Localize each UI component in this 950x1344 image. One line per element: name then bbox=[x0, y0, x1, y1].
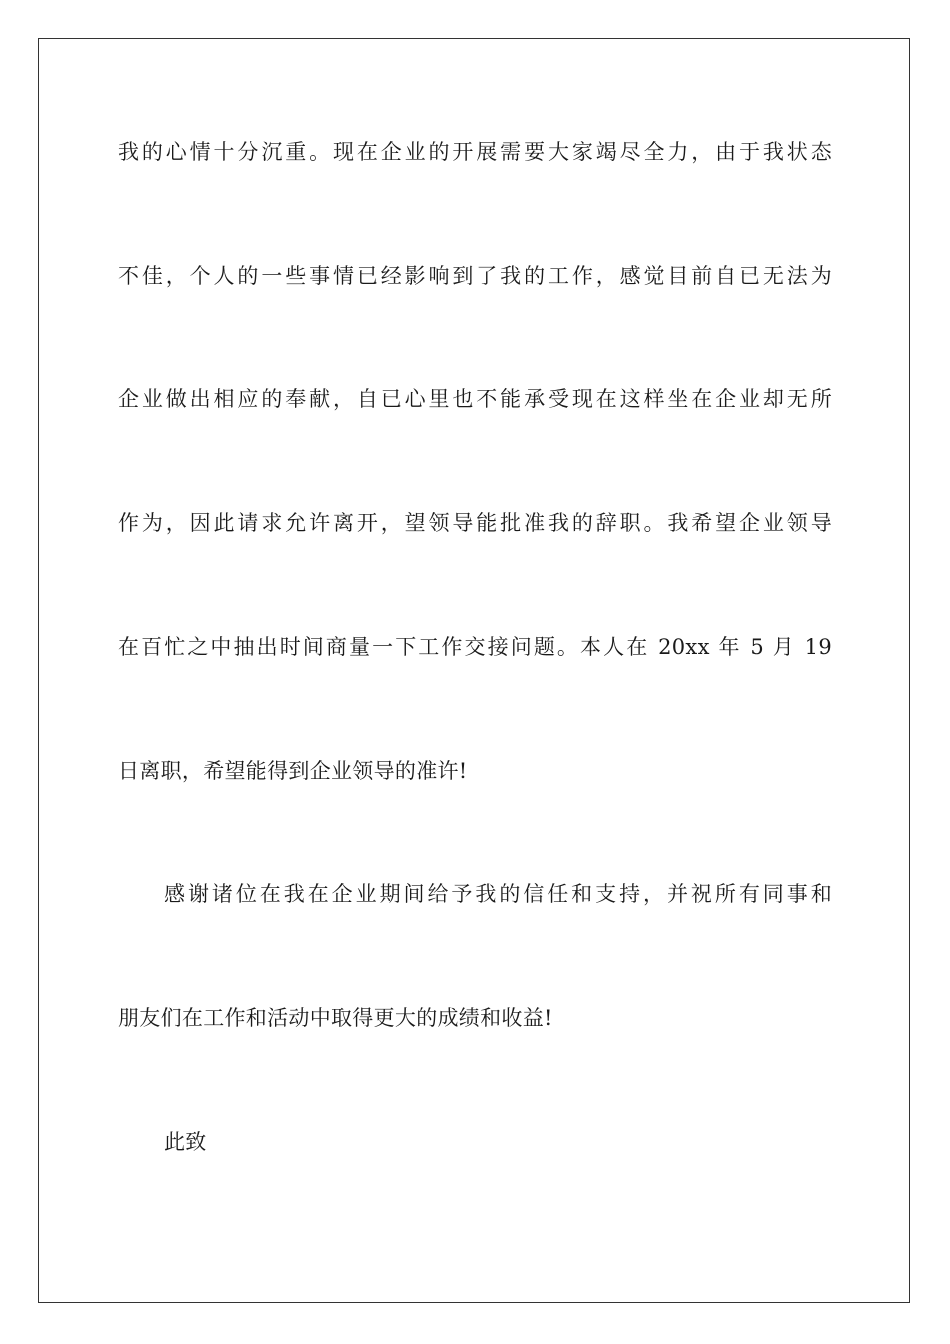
body-line-5: 在百忙之中抽出时间商量一下工作交接问题。本人在 20xx 年 5 月 19 bbox=[118, 635, 832, 659]
body-line-2: 不佳，个人的一些事情已经影响到了我的工作，感觉目前自已无法为 bbox=[118, 264, 832, 288]
body-line-1: 我的心情十分沉重。现在企业的开展需要大家竭尽全力，由于我状态 bbox=[118, 140, 832, 164]
closing-salutation: 此致 bbox=[164, 1130, 207, 1154]
body-line-6: 日离职，希望能得到企业领导的准许! bbox=[118, 759, 468, 783]
page-border bbox=[38, 38, 910, 1303]
body-line-8: 朋友们在工作和活动中取得更大的成绩和收益! bbox=[118, 1006, 553, 1030]
body-line-3: 企业做出相应的奉献，自已心里也不能承受现在这样坐在企业却无所 bbox=[118, 387, 832, 411]
body-line-4: 作为，因此请求允许离开，望领导能批准我的辞职。我希望企业领导 bbox=[118, 511, 832, 535]
body-line-7: 感谢诸位在我在企业期间给予我的信任和支持，并祝所有同事和 bbox=[164, 882, 832, 906]
